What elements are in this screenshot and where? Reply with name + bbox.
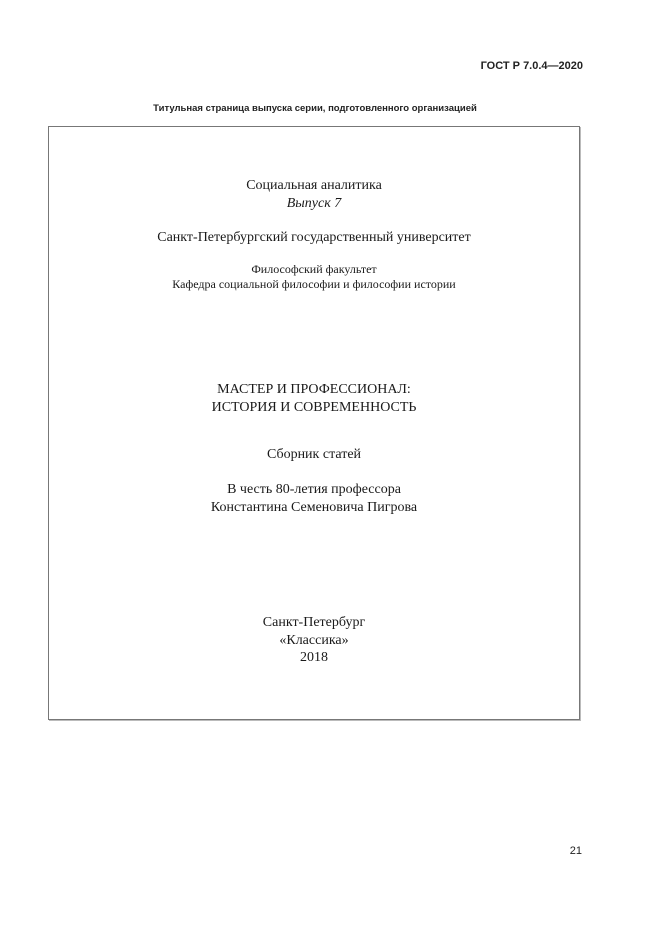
dedication-line2: Константина Семеновича Пигрова: [210, 499, 418, 515]
dedication-line1: В честь 80-летия профессора: [227, 482, 401, 497]
series-block: [49, 177, 579, 212]
series-issue: Выпуск 7: [286, 195, 342, 211]
imprint-city: Санкт-Петербург: [262, 615, 366, 630]
series-name: Социальная аналитика: [246, 178, 382, 193]
work-title-line2: ИСТОРИЯ И СОВРЕМЕННОСТЬ: [211, 399, 417, 415]
standard-code: ГОСТ Р 7.0.4—2020: [480, 60, 583, 72]
dedication-block: [49, 481, 579, 516]
department-name: Кафедра социальной философии и философии истории: [172, 277, 456, 291]
faculty-name: Философский факультет: [251, 262, 377, 276]
work-title: [49, 381, 579, 416]
work-type-text: Сборник статей: [266, 447, 362, 462]
department-block: [49, 262, 579, 292]
university-name: Санкт-Петербургский государственный университет: [157, 230, 471, 245]
imprint-block: [49, 614, 579, 667]
organization-block: [49, 229, 579, 247]
imprint-publisher: «Классика»: [279, 632, 349, 648]
figure-caption: Титульная страница выпуска серии, подготовленного организацией: [153, 103, 477, 114]
title-page-frame: [48, 126, 580, 720]
work-title-line1: МАСТЕР И ПРОФЕССИОНАЛ:: [217, 382, 411, 397]
imprint-year: 2018: [300, 650, 328, 665]
work-type: [49, 446, 579, 464]
page-number: 21: [569, 845, 582, 857]
